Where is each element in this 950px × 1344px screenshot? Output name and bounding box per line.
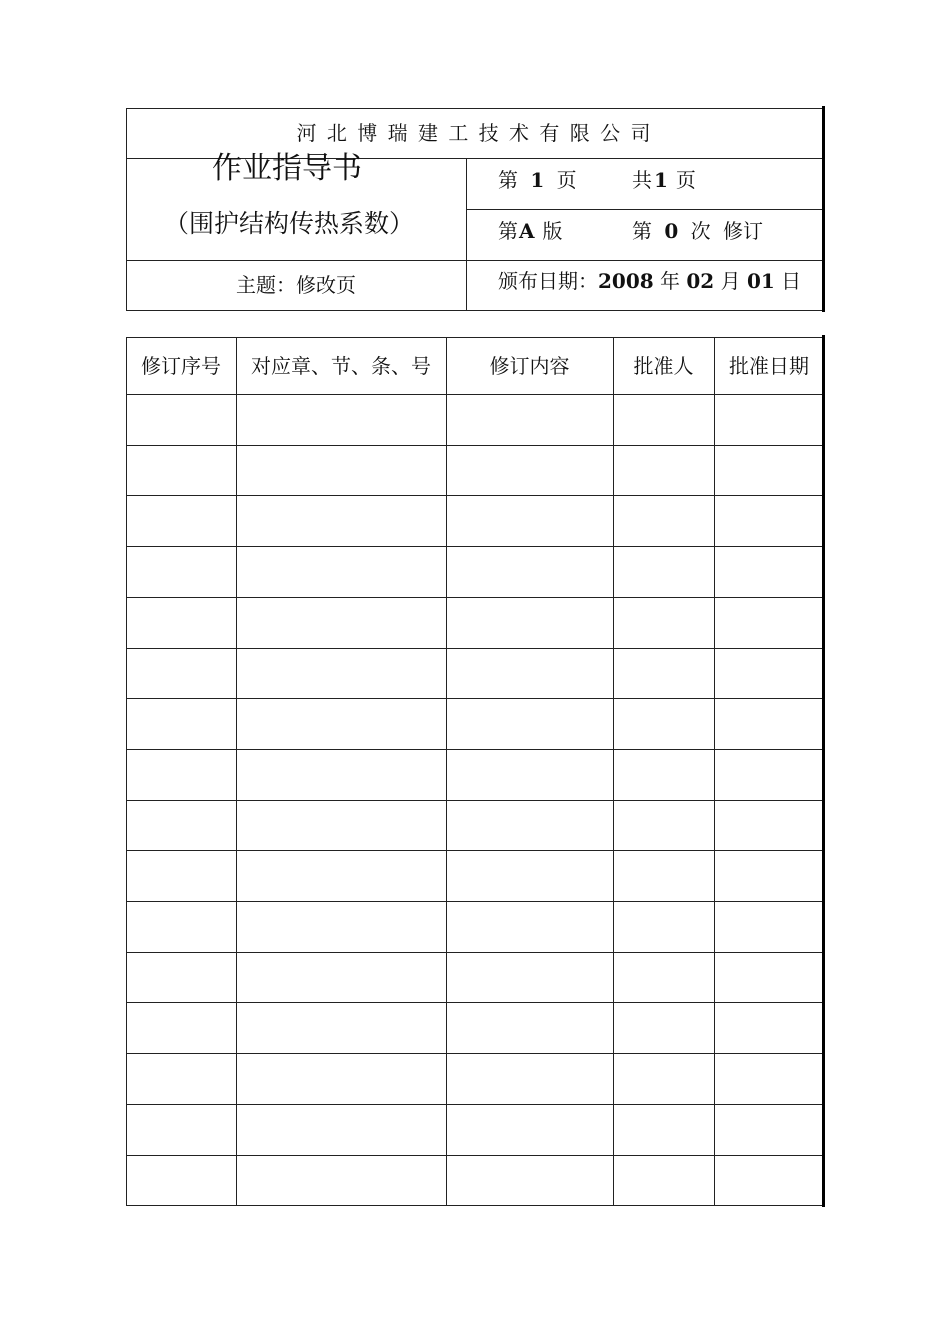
table-cell [236, 800, 446, 851]
table-row [126, 445, 823, 496]
table-cell [126, 1053, 236, 1104]
table-header-cell [126, 337, 236, 394]
table-cell [446, 698, 613, 749]
table-cell [613, 749, 714, 800]
page-unit: 页 [556, 168, 577, 192]
header-middle-divider [466, 158, 467, 311]
table-cell [126, 800, 236, 851]
issue-day: 01 [746, 269, 775, 293]
table-cell [236, 698, 446, 749]
table-cell [446, 749, 613, 800]
doc-subtitle: （围护结构传热系数） [164, 209, 415, 238]
table-cell [236, 749, 446, 800]
table-cell [236, 445, 446, 496]
table-cell [236, 1155, 446, 1206]
total-pages-info [632, 170, 696, 190]
table-cell [446, 800, 613, 851]
page-number: 1 [530, 168, 545, 192]
table-cell [126, 495, 236, 546]
table-cell [126, 1155, 236, 1206]
page-prefix: 第 [498, 168, 518, 192]
table-cell [714, 1104, 824, 1155]
table-cell [236, 495, 446, 546]
revision-number: 0 [664, 219, 679, 243]
table-cell [446, 1002, 613, 1053]
table-cell [714, 901, 824, 952]
table-cell [714, 1053, 824, 1104]
table-cell [126, 394, 236, 445]
table-cell [613, 698, 714, 749]
table-row [126, 495, 823, 546]
table-cell [126, 1002, 236, 1053]
total-pages: 1 [654, 168, 668, 192]
column-header: 对应章、节、条、号 [251, 353, 431, 378]
column-header: 修订序号 [141, 353, 221, 378]
table-row [126, 952, 823, 1003]
subject-text: 主题：修改页 [236, 273, 356, 297]
column-header: 批准人 [633, 353, 694, 378]
revision-prefix: 第 [632, 219, 652, 243]
table-cell [714, 749, 824, 800]
table-cell [126, 952, 236, 1003]
table-row [126, 1002, 823, 1053]
table-cell [236, 1104, 446, 1155]
table-cell [714, 445, 824, 496]
table-cell [613, 495, 714, 546]
table-cell [613, 546, 714, 597]
table-cell [446, 901, 613, 952]
subject-cell [126, 260, 466, 310]
table-cell [446, 394, 613, 445]
table-cell [714, 648, 824, 699]
table-cell [613, 1053, 714, 1104]
table-cell [126, 698, 236, 749]
column-header: 修订内容 [489, 353, 570, 378]
table-cell [714, 952, 824, 1003]
issue-day-unit: 日 [781, 269, 802, 293]
issue-month: 02 [686, 269, 715, 293]
table-cell [714, 850, 824, 901]
table-cell [613, 1104, 714, 1155]
table-cell [446, 1053, 613, 1104]
table-cell [236, 648, 446, 699]
table-row [126, 597, 823, 648]
table-cell [613, 901, 714, 952]
doc-title: 作业指导书 [212, 151, 362, 186]
table-cell [714, 495, 824, 546]
table-cell [613, 394, 714, 445]
table-cell [714, 546, 824, 597]
table-cell [613, 850, 714, 901]
company-name: 河 北 博 瑞 建 工 技 术 有 限 公 司 [296, 121, 653, 145]
table-cell [613, 1155, 714, 1206]
table-cell [446, 546, 613, 597]
table-row [126, 648, 823, 699]
table-row [126, 394, 823, 445]
table-cell [714, 1002, 824, 1053]
issue-year-unit: 年 [660, 269, 681, 293]
table-header-cell [613, 337, 714, 394]
table-row [126, 850, 823, 901]
table-header-cell [714, 337, 824, 394]
table-cell [714, 698, 824, 749]
issue-month-unit: 月 [720, 269, 741, 293]
table-cell [126, 850, 236, 901]
table-cell [236, 546, 446, 597]
issue-date-label: 颁布日期： [498, 269, 598, 293]
issue-date [498, 271, 801, 291]
table-cell [126, 901, 236, 952]
table-cell [613, 445, 714, 496]
revision-info [632, 221, 763, 241]
table-cell [446, 850, 613, 901]
table-cell [236, 850, 446, 901]
table-row [126, 749, 823, 800]
table-row [126, 698, 823, 749]
table-cell [613, 1002, 714, 1053]
table-cell [446, 1104, 613, 1155]
table-cell [446, 1155, 613, 1206]
table-cell [446, 445, 613, 496]
version-prefix: 第 [498, 219, 518, 243]
table-row [126, 546, 823, 597]
table-cell [126, 445, 236, 496]
table-cell [236, 1002, 446, 1053]
table-cell [613, 800, 714, 851]
table-row [126, 1104, 823, 1155]
table-cell [446, 597, 613, 648]
table-cell [236, 952, 446, 1003]
table-cell [613, 648, 714, 699]
table-cell [236, 1053, 446, 1104]
table-cell [446, 952, 613, 1003]
table-row [126, 901, 823, 952]
revision-unit: 次 [690, 219, 711, 243]
revision-label: 修订 [723, 219, 763, 243]
total-prefix: 共 [632, 168, 652, 192]
table-row [126, 1053, 823, 1104]
table-cell [446, 495, 613, 546]
table-cell [714, 800, 824, 851]
table-cell [126, 749, 236, 800]
table-cell [126, 648, 236, 699]
total-unit: 页 [675, 168, 696, 192]
table-cell [236, 901, 446, 952]
column-header: 批准日期 [729, 353, 809, 378]
table-cell [714, 394, 824, 445]
table-row [126, 1155, 823, 1206]
version-info [498, 221, 563, 241]
table-cell [126, 1104, 236, 1155]
version-letter: A [519, 219, 535, 243]
table-cell [714, 1155, 824, 1206]
table-cell [126, 546, 236, 597]
version-unit: 版 [542, 219, 563, 243]
table-cell [236, 597, 446, 648]
table-cell [236, 394, 446, 445]
table-cell [714, 597, 824, 648]
table-header-cell [236, 337, 446, 394]
table-row [126, 800, 823, 851]
table-header-cell [446, 337, 613, 394]
table-cell [613, 952, 714, 1003]
table-cell [126, 597, 236, 648]
table-cell [613, 597, 714, 648]
issue-year: 2008 [598, 269, 654, 293]
header-right-divider [466, 209, 825, 210]
header-bottom-border [126, 310, 825, 311]
table-cell [446, 648, 613, 699]
page-info [498, 170, 577, 190]
